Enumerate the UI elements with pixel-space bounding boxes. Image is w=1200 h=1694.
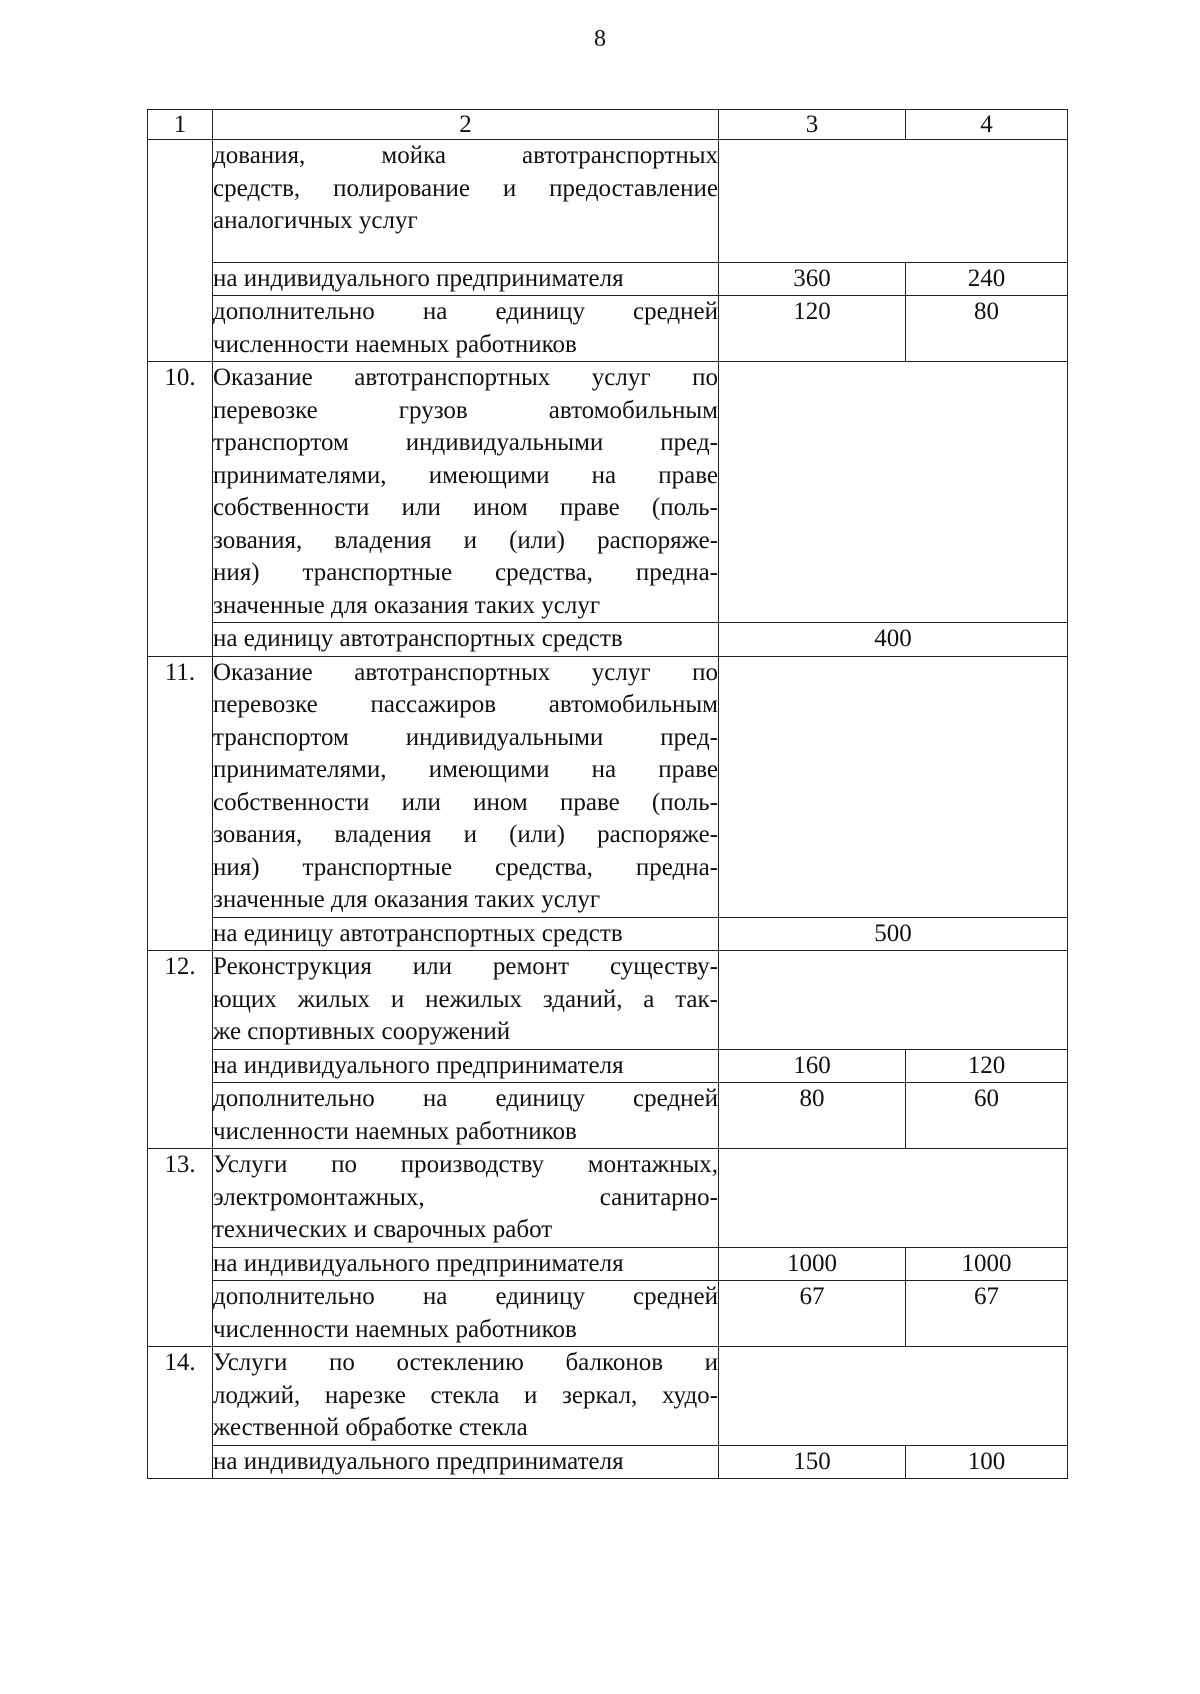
text-line: численности наемных работников <box>213 1315 577 1343</box>
text-line: на единицу автотранспортных средств <box>213 625 623 652</box>
table-header-row <box>148 110 1068 140</box>
row-number <box>148 140 213 362</box>
text-line: на индивидуального предпринимателя <box>213 1249 624 1277</box>
header-col-3: 3 <box>719 110 906 140</box>
text-line: перевозке пассажиров автомобильным <box>213 691 718 718</box>
text-line: Услуги по остеклению балконов и <box>213 1349 718 1376</box>
table-subrow <box>148 296 1068 362</box>
table-row <box>148 362 1068 623</box>
activity-description <box>213 656 719 917</box>
unit-label <box>213 1083 719 1149</box>
unit-label <box>213 1049 719 1083</box>
activity-description <box>213 362 719 623</box>
activity-description <box>213 1347 719 1446</box>
text-line: на индивидуального предпринимателя <box>213 1051 624 1079</box>
value-col-3: 80 <box>719 1083 906 1149</box>
header-col-4: 4 <box>906 110 1068 140</box>
unit-label <box>213 1281 719 1347</box>
text-line: численности наемных работников <box>213 1117 577 1145</box>
table-subrow <box>148 1049 1068 1083</box>
value-col-4: 67 <box>906 1281 1068 1347</box>
text-line: ния) транспортные средства, предна- <box>213 559 718 586</box>
value-col-3: 120 <box>719 296 906 362</box>
text-line: дополнительно на единицу средней <box>213 298 718 325</box>
text-line: электромонтажных, санитарно- <box>213 1183 718 1211</box>
activity-description <box>213 1149 719 1248</box>
value-col-4: 240 <box>906 262 1068 296</box>
text-line: технических и сварочных работ <box>213 1216 553 1243</box>
text-line: же спортивных сооружений <box>213 1018 511 1045</box>
value-col-4: 80 <box>906 296 1068 362</box>
header-col-2: 2 <box>213 110 719 140</box>
text-line: дополнительно на единицу средней <box>213 1283 718 1310</box>
value-col-3: 1000 <box>719 1247 906 1281</box>
row-number: 10. <box>148 362 213 657</box>
text-line: ния) транспортные средства, предна- <box>213 853 718 881</box>
unit-label <box>213 1445 719 1479</box>
value-col-3: 67 <box>719 1281 906 1347</box>
row-number: 13. <box>148 1149 213 1347</box>
table-subrow <box>148 1281 1068 1347</box>
text-line: дополнительно на единицу средней <box>213 1085 718 1112</box>
text-line: ющих жилых и нежилых зданий, а так- <box>213 985 718 1013</box>
value-col-4: 60 <box>906 1083 1068 1149</box>
table-subrow <box>148 1247 1068 1281</box>
empty-value-cell <box>719 140 1068 263</box>
value-merged: 400 <box>719 623 1068 657</box>
row-number: 14. <box>148 1347 213 1479</box>
unit-label <box>213 917 719 951</box>
empty-value-cell <box>719 1149 1068 1248</box>
header-col-1: 1 <box>148 110 213 140</box>
row-number: 12. <box>148 951 213 1149</box>
table-subrow <box>148 1445 1068 1479</box>
text-line: численности наемных работников <box>213 330 577 358</box>
table-row <box>148 1347 1068 1446</box>
text-line: жественной обработке стекла <box>213 1414 528 1441</box>
value-col-4: 120 <box>906 1049 1068 1083</box>
text-line: транспортом индивидуальными пред- <box>213 723 718 751</box>
unit-label <box>213 296 719 362</box>
text-line: собственности или ином праве (поль- <box>213 788 718 816</box>
text-line: зования, владения и (или) распоряже- <box>213 821 718 848</box>
empty-value-cell <box>719 656 1068 917</box>
row-number: 11. <box>148 656 213 951</box>
empty-value-cell <box>719 1347 1068 1446</box>
unit-label <box>213 1247 719 1281</box>
table-row <box>148 951 1068 1050</box>
value-merged: 500 <box>719 917 1068 951</box>
text-line: лоджий, нарезке стекла и зеркал, худо- <box>213 1381 718 1409</box>
table-subrow <box>148 623 1068 657</box>
unit-label <box>213 623 719 657</box>
text-line: значенные для оказания таких услуг <box>213 591 601 619</box>
text-line: Реконструкция или ремонт существу- <box>213 953 718 980</box>
page-number: 8 <box>594 26 606 52</box>
text-line: значенные для оказания таких услуг <box>213 886 601 913</box>
text-line: транспортом индивидуальными пред- <box>213 429 718 456</box>
text-line: Услуги по производству монтажных, <box>213 1151 718 1178</box>
value-col-4: 1000 <box>906 1247 1068 1281</box>
activity-description <box>213 951 719 1050</box>
table-subrow <box>148 917 1068 951</box>
text-line: на индивидуального предпринимателя <box>213 1447 624 1475</box>
value-col-4: 100 <box>906 1445 1068 1479</box>
table-body <box>148 110 1068 1479</box>
value-col-3: 150 <box>719 1445 906 1479</box>
table-row <box>148 140 1068 263</box>
text-line: Оказание автотранспортных услуг по <box>213 658 718 686</box>
empty-value-cell <box>719 951 1068 1050</box>
text-line: Оказание автотранспортных услуг по <box>213 364 718 391</box>
empty-value-cell <box>719 362 1068 623</box>
text-line: дования, мойка автотранспортных <box>213 142 718 169</box>
text-line: на индивидуального предпринимателя <box>213 264 624 292</box>
text-line: средств, полирование и предоставление <box>213 174 718 202</box>
value-col-3: 160 <box>719 1049 906 1083</box>
value-col-3: 360 <box>719 262 906 296</box>
table-subrow <box>148 1083 1068 1149</box>
text-line: на единицу автотранспортных средств <box>213 919 623 947</box>
activity-description <box>213 140 719 263</box>
text-line: собственности или ином праве (поль- <box>213 494 718 521</box>
unit-label <box>213 262 719 296</box>
text-line: зования, владения и (или) распоряже- <box>213 526 718 554</box>
text-line: перевозке грузов автомобильным <box>213 396 718 424</box>
table-row <box>148 1149 1068 1248</box>
text-line: принимателями, имеющими на праве <box>213 461 718 489</box>
table-subrow <box>148 262 1068 296</box>
tariff-table <box>147 109 1068 1479</box>
table-row <box>148 656 1068 917</box>
text-line: аналогичных услуг <box>213 207 418 234</box>
text-line: принимателями, имеющими на праве <box>213 756 718 783</box>
